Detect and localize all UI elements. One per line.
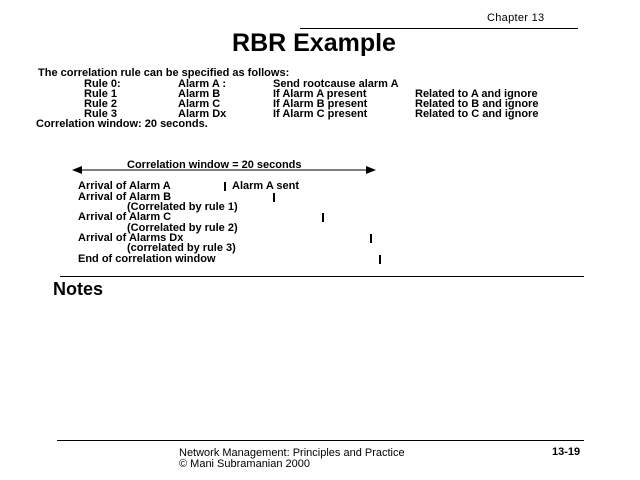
timeline-tick (322, 213, 324, 222)
timeline-event: Arrival of Alarm A (78, 180, 171, 192)
rule-condition: If Alarm B present (273, 98, 368, 110)
notes-divider (60, 276, 584, 277)
timeline-tick (273, 193, 275, 202)
timeline-event-note: (correlated by rule 3) (127, 242, 236, 254)
timeline-event: End of correlation window (78, 253, 216, 265)
rule-name: Rule 2 (84, 98, 118, 110)
double-arrow-icon (72, 164, 376, 176)
rule-name: Rule 3 (84, 108, 118, 120)
timeline-event-note: (Correlated by rule 1) (127, 201, 238, 213)
rule-condition: If Alarm C present (273, 108, 368, 120)
rule-name: Rule 0: (84, 78, 121, 90)
rule-alarm: Alarm A : (178, 78, 227, 90)
footer-divider (57, 440, 584, 441)
timeline-event: Arrival of Alarm B (78, 191, 172, 203)
rule-alarm: Alarm B (178, 88, 221, 100)
rule-relation: Related to B and ignore (415, 98, 539, 110)
notes-heading: Notes (53, 279, 104, 299)
chapter-label: Chapter 13 (487, 12, 545, 24)
timeline-tick (379, 255, 381, 264)
correlation-window-text: Correlation window: 20 seconds. (36, 118, 208, 130)
timeline-label: Correlation window = 20 seconds (127, 159, 302, 171)
footer-book-title: Network Management: Principles and Practice (179, 447, 405, 459)
page-number: 13-19 (552, 446, 581, 458)
timeline-event: Arrival of Alarm C (78, 211, 172, 223)
rule-condition: Send rootcause alarm A (273, 78, 399, 90)
timeline-event-note: Alarm A sent (232, 180, 300, 192)
timeline-tick (370, 234, 372, 243)
rule-name: Rule 1 (84, 88, 118, 100)
slide-title: RBR Example (232, 29, 396, 57)
rule-alarm: Alarm C (178, 98, 221, 110)
footer-copyright: © Mani Subramanian 2000 (179, 458, 311, 470)
rules-intro: The correlation rule can be specified as follows: (38, 67, 290, 79)
rule-relation: Related to A and ignore (415, 88, 538, 100)
timeline-tick (224, 182, 226, 191)
rule-relation: Related to C and ignore (415, 108, 539, 120)
timeline-event-note: (Correlated by rule 2) (127, 222, 238, 234)
rule-alarm: Alarm Dx (178, 108, 227, 120)
rule-condition: If Alarm A present (273, 88, 367, 100)
timeline-event: Arrival of Alarms Dx (78, 232, 184, 244)
